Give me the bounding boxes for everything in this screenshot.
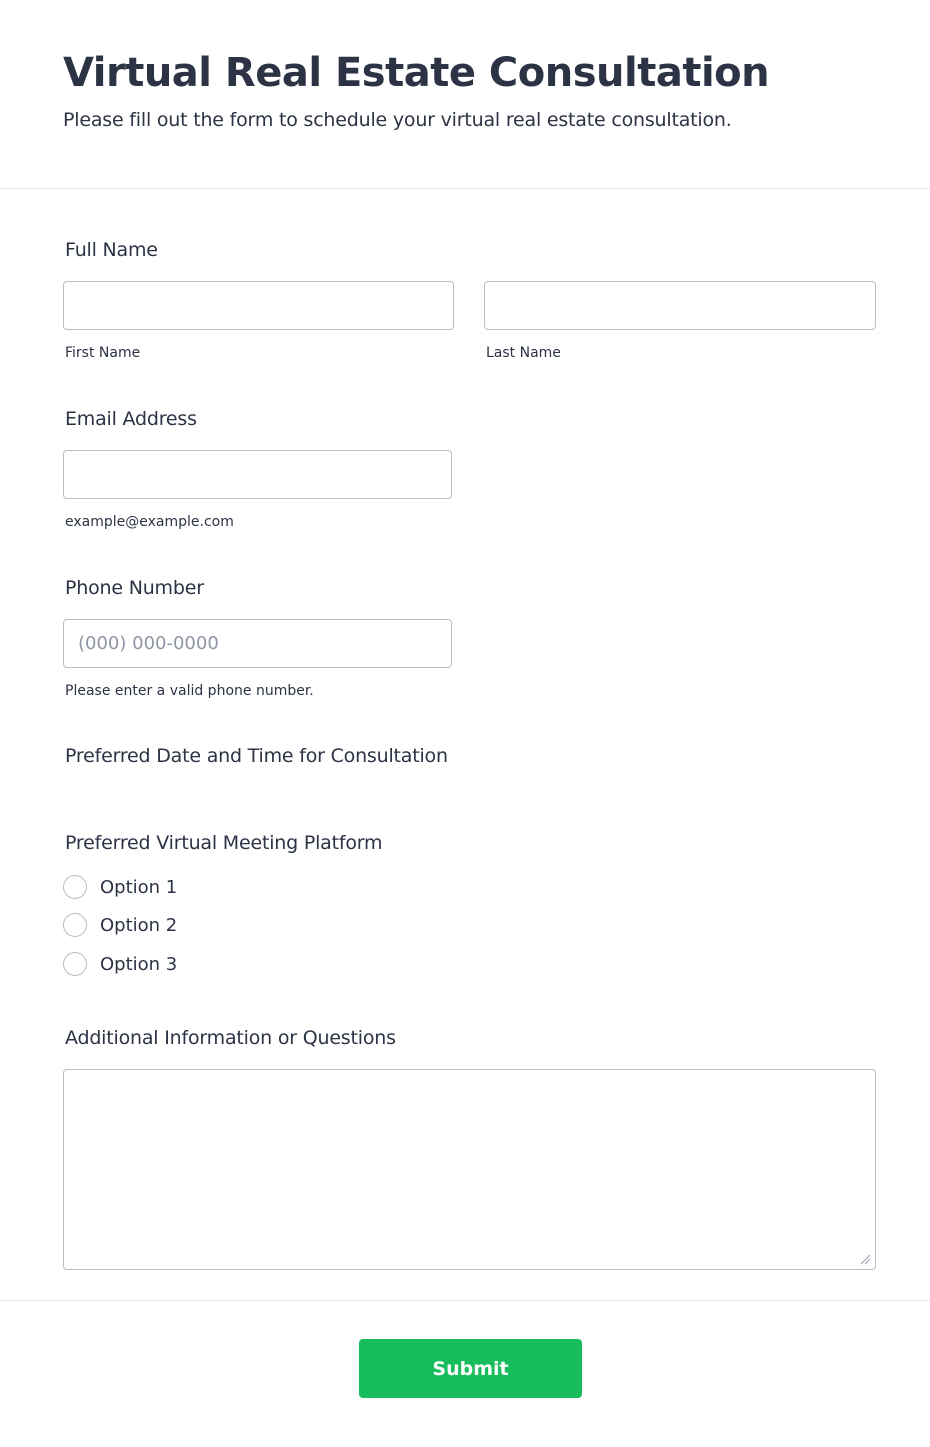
radio-option-label: Option 1 xyxy=(100,876,178,898)
radio-option-label: Option 3 xyxy=(100,953,178,975)
radio-button[interactable] xyxy=(63,913,87,937)
platform-label: Preferred Virtual Meeting Platform xyxy=(65,832,383,854)
date-time-label: Preferred Date and Time for Consultation xyxy=(65,745,448,767)
last-name-sublabel: Last Name xyxy=(486,345,561,361)
platform-option-3[interactable] xyxy=(63,951,177,977)
radio-button[interactable] xyxy=(63,875,87,899)
email-sublabel: example@example.com xyxy=(65,514,234,530)
first-name-input[interactable] xyxy=(63,281,454,330)
radio-button[interactable] xyxy=(63,952,87,976)
footer-divider xyxy=(0,1300,930,1301)
additional-info-textarea[interactable] xyxy=(63,1069,876,1270)
additional-info-label: Additional Information or Questions xyxy=(65,1027,396,1049)
resize-grip-icon[interactable] xyxy=(859,1253,871,1265)
phone-input[interactable] xyxy=(63,619,452,668)
form-header xyxy=(0,0,930,189)
phone-sublabel: Please enter a valid phone number. xyxy=(65,683,314,699)
phone-label: Phone Number xyxy=(65,577,204,599)
platform-option-1[interactable] xyxy=(63,874,177,900)
first-name-sublabel: First Name xyxy=(65,345,141,361)
radio-option-label: Option 2 xyxy=(100,914,178,936)
submit-button[interactable]: Submit xyxy=(359,1339,582,1398)
page-subtitle: Please fill out the form to schedule your virtual real estate consultation. xyxy=(63,109,732,131)
email-label: Email Address xyxy=(65,408,197,430)
platform-option-2[interactable] xyxy=(63,912,177,938)
page-title: Virtual Real Estate Consultation xyxy=(63,50,770,96)
email-input[interactable] xyxy=(63,450,452,499)
last-name-input[interactable] xyxy=(484,281,876,330)
full-name-label: Full Name xyxy=(65,239,158,261)
